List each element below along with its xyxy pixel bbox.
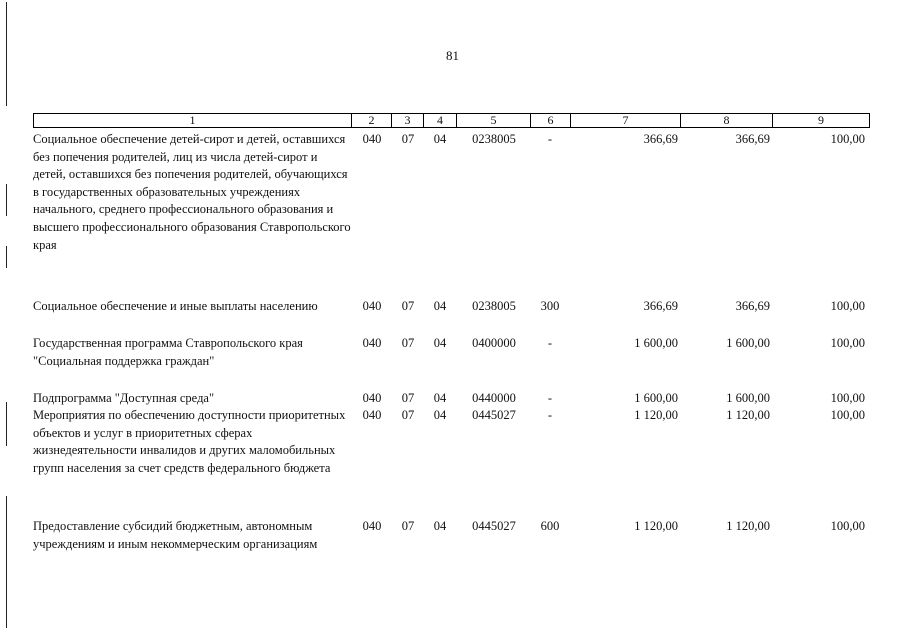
row-col5: 0445027	[472, 519, 516, 533]
margin-mark	[6, 2, 7, 106]
header-cell-col4: 4	[423, 113, 457, 128]
row-col2: 040	[362, 519, 382, 533]
row-col5: 0238005	[472, 132, 516, 146]
row-description: Мероприятия по обеспечению доступности приоритетных объектов и услуг в приоритетных сферах жизнедеятельности инвалидов и других маломобильных групп населения за счет средств федерального бюджета	[33, 408, 346, 475]
row-col2: 040	[362, 391, 382, 405]
header-cell-col6: 6	[530, 113, 571, 128]
row-col2: 040	[362, 336, 382, 350]
page-number: 81	[446, 48, 459, 63]
row-col6: -	[547, 391, 553, 405]
row-col9: 100,00	[830, 299, 865, 313]
header-cell-col1: 1	[33, 113, 352, 128]
row-col6: -	[547, 336, 553, 350]
row-col2: 040	[362, 408, 382, 422]
header-cell-col7: 7	[570, 113, 681, 128]
header-cell-col2: 2	[351, 113, 392, 128]
row-col7: 1 600,00	[634, 336, 678, 350]
header-cell-col9: 9	[772, 113, 870, 128]
row-col5: 0238005	[472, 299, 516, 313]
row-col2: 040	[362, 299, 382, 313]
row-col7: 366,69	[643, 299, 678, 313]
row-col9: 100,00	[830, 519, 865, 533]
row-col9: 100,00	[830, 391, 865, 405]
row-col4: 04	[433, 299, 447, 313]
row-description: Предоставление субсидий бюджетным, автономным учреждениям и иным некоммерческим организациям	[33, 519, 318, 551]
header-cell-col3: 3	[391, 113, 424, 128]
row-col3: 07	[401, 132, 415, 146]
row-col3: 07	[401, 336, 415, 350]
row-col9: 100,00	[830, 408, 865, 422]
row-col3: 07	[401, 519, 415, 533]
row-col4: 04	[433, 132, 447, 146]
row-col4: 04	[433, 391, 447, 405]
row-col5: 0400000	[472, 336, 516, 350]
row-col8: 366,69	[735, 132, 770, 146]
row-col6: 600	[540, 519, 560, 533]
row-col3: 07	[401, 391, 415, 405]
header-cell-col5: 5	[456, 113, 531, 128]
header-cell-col8: 8	[680, 113, 773, 128]
row-col3: 07	[401, 408, 415, 422]
row-col6: -	[547, 408, 553, 422]
row-col8: 1 120,00	[726, 519, 770, 533]
row-col8: 366,69	[735, 299, 770, 313]
row-col8: 1 120,00	[726, 408, 770, 422]
row-col7: 1 600,00	[634, 391, 678, 405]
row-col7: 1 120,00	[634, 408, 678, 422]
row-col9: 100,00	[830, 336, 865, 350]
row-description: Социальное обеспечение детей-сирот и детей, оставшихся без попечения родителей, лиц из числа детей-сирот и детей, оставшихся без попечения родителей, обучающихся в государственных образовательных учреждениях начального, среднего профессионального образования и высшего профессионального образования Ставропольского края	[33, 132, 351, 252]
row-col6: -	[547, 132, 553, 146]
row-col3: 07	[401, 299, 415, 313]
row-col9: 100,00	[830, 132, 865, 146]
row-col8: 1 600,00	[726, 391, 770, 405]
margin-mark	[6, 496, 7, 628]
row-description: Подпрограмма "Доступная среда"	[33, 391, 215, 405]
row-col7: 366,69	[643, 132, 678, 146]
row-col5: 0440000	[472, 391, 516, 405]
row-col2: 040	[362, 132, 382, 146]
margin-mark	[6, 246, 7, 268]
row-col7: 1 120,00	[634, 519, 678, 533]
margin-mark	[6, 184, 7, 216]
row-col4: 04	[433, 519, 447, 533]
row-col6: 300	[540, 299, 560, 313]
row-col4: 04	[433, 408, 447, 422]
row-description: Государственная программа Ставропольского края "Социальная поддержка граждан"	[33, 336, 303, 368]
row-col5: 0445027	[472, 408, 516, 422]
row-col8: 1 600,00	[726, 336, 770, 350]
row-col4: 04	[433, 336, 447, 350]
row-description: Социальное обеспечение и иные выплаты населению	[33, 299, 318, 313]
margin-mark	[6, 402, 7, 446]
